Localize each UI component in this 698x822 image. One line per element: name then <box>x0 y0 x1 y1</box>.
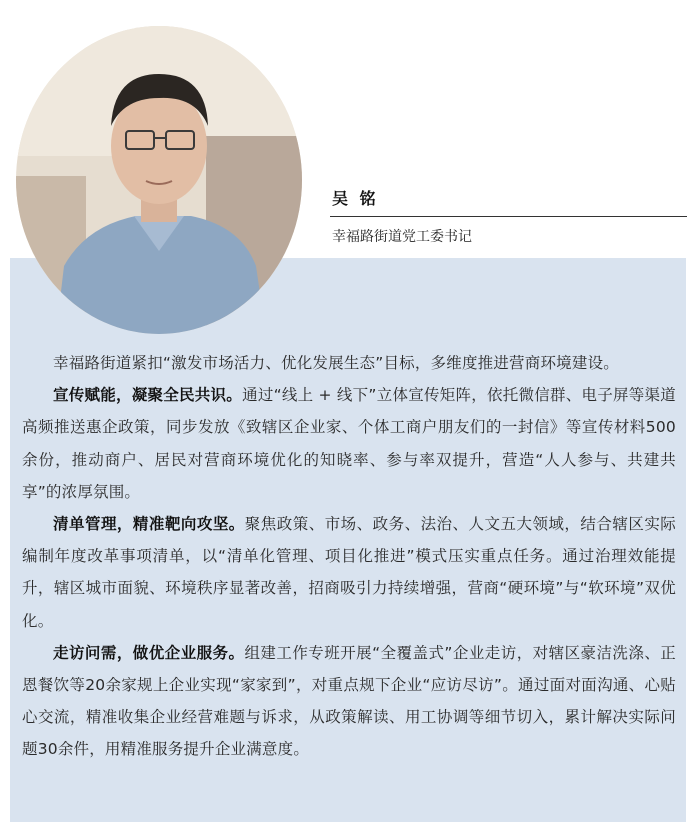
portrait-photo <box>16 26 302 334</box>
section-heading: 宣传赋能，凝聚全民共识。 <box>53 386 243 405</box>
portrait-illustration <box>16 26 302 334</box>
article-body <box>22 347 676 766</box>
section-heading: 走访问需，做优企业服务。 <box>53 643 245 662</box>
section-text: 组建工作专班开展“全覆盖式”企业走访，对辖区豪洁洗涤、正恩餐饮等20余家规上企业实现“家家到”，对重点规下企业“应访尽访”。通过面对面沟通、心贴心交流，精准收集企业经营难题与诉求，从政策解读、用工协调等细节切入，累计解决实际问题30余件，用精准服务提升企业满意度。 <box>22 643 676 759</box>
section-text: 聚焦政策、市场、政务、法治、人文五大领域，结合辖区实际编制年度改革事项清单，以“清单化管理、项目化推进”模式压实重点任务。通过治理效能提升，辖区城市面貌、环境秩序显著改善，招商吸引力持续增强，营商“硬环境”与“软环境”双优化。 <box>22 515 676 630</box>
section-heading: 清单管理，精准靶向攻坚。 <box>53 515 245 534</box>
section-paragraph <box>22 379 676 508</box>
section-text: 通过“线上 + 线下”立体宣传矩阵，依托微信群、电子屏等渠道高频推送惠企政策，同步发放《致辖区企业家、个体工商户朋友们的一封信》等宣传材料500余份，推动商户、居民对营商环境优化的知晓率、参与率双提升，营造“人人参与、共建共享”的浓厚氛围。 <box>22 386 676 501</box>
person-title: 幸福路街道党工委书记 <box>332 229 472 245</box>
name-divider <box>330 216 687 217</box>
intro-paragraph: 幸福路街道紧扣“激发市场活力、优化发展生态”目标，多维度推进营商环境建设。 <box>53 354 619 372</box>
section-paragraph <box>22 508 676 637</box>
person-name: 吴 铭 <box>332 189 379 208</box>
section-paragraph <box>22 637 676 766</box>
